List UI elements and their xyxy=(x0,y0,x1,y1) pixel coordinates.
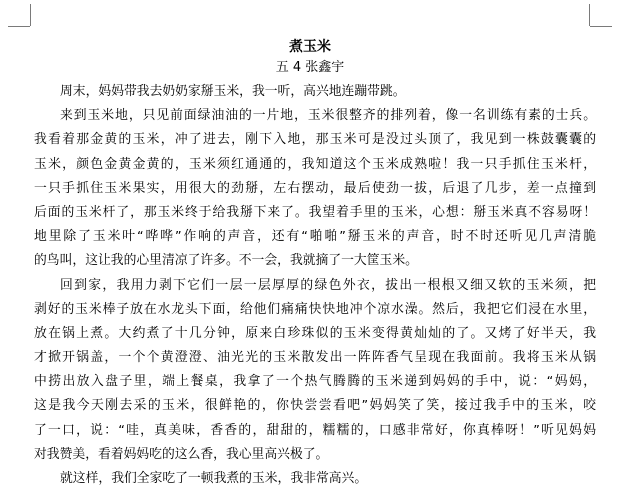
body-text-line: 周末，妈妈带我去奶奶家掰玉米，我一听，高兴地连蹦带跳。 xyxy=(60,84,406,99)
body-text-line: 了一口，说：“哇，真美味，香香的，甜甜的，糯糯的，口感非常好，你真棒呀！”听见妈妈 xyxy=(34,422,596,438)
body-text-line: 回到家，我用力剥下它们一层一层厚厚的绿色外衣，拔出一根根又细又软的玉米须，把 xyxy=(60,277,596,293)
body-text-line: 对我赞美，看着妈妈吃的这么香，我心里高兴极了。 xyxy=(34,446,329,462)
body-text-line: 中捞出放入盘子里，端上餐桌，我拿了一个热气腾腾的玉米递到妈妈的手中，说：“妈妈， xyxy=(34,374,596,390)
body-text-line: 后面的玉米杆了，那玉米终于给我掰下来了。我望着手里的玉米，心想：掰玉米真不容易呀！ xyxy=(34,204,596,220)
body-text-line: 就这样，我们全家吃了一顿我煮的玉米，我非常高兴。 xyxy=(60,471,368,486)
body-text-line: 的鸟叫，这让我的心里清凉了许多。不一会，我就摘了一大筐玉米。 xyxy=(34,253,418,269)
crop-mark-top-left-horizontal xyxy=(8,26,30,27)
author-byline: 五 4 张鑫宇 xyxy=(275,60,345,75)
body-text-line: 放在锅上煮。大约煮了十几分钟，原来白珍珠似的玉米变得黄灿灿的了。又烤了好半天，我 xyxy=(34,325,596,341)
body-text-line: 这是我今天刚去采的玉米，很鲜艳的，你快尝尝看吧”妈妈笑了笑，接过我手中的玉米，咬 xyxy=(34,398,596,414)
document-title: 煮玉米 xyxy=(289,39,331,55)
body-text-line: 才掀开锅盖，一个个黄澄澄、油光光的玉米散发出一阵阵香气呈现在我面前。我将玉米从锅 xyxy=(34,350,596,366)
body-text-line: 剥好的玉米棒子放在水龙头下面，给他们痛痛快快地冲个凉水澡。然后，我把它们浸在水里， xyxy=(34,301,596,317)
document-body xyxy=(34,80,596,491)
body-text-line: 我看着那金黄的玉米，冲了进去，刚下入地，那玉米可是没过头顶了，我见到一株鼓囊囊的 xyxy=(34,132,596,148)
body-text-line: 来到玉米地，只见前面绿油油的一片地，玉米很整齐的排列着，像一名训练有素的士兵。 xyxy=(60,108,596,124)
crop-mark-top-left-vertical xyxy=(30,4,31,26)
body-text-line: 玉米，颜色金黄金黄的，玉米须红通通的，我知道这个玉米成熟啦！我一只手抓住玉米杆， xyxy=(34,156,596,172)
crop-mark-top-right-horizontal xyxy=(590,26,612,27)
body-text-line: 地里除了玉米叶“哗哗”作响的声音，还有“啪啪”掰玉米的声音，时不时还听见几声清脆 xyxy=(34,229,596,245)
body-text-line: 一只手抓住玉米果实，用很大的劲掰，左右摆动，最后使劲一拔，后退了几步，差一点撞到 xyxy=(34,180,596,196)
crop-mark-top-right-vertical xyxy=(589,4,590,26)
